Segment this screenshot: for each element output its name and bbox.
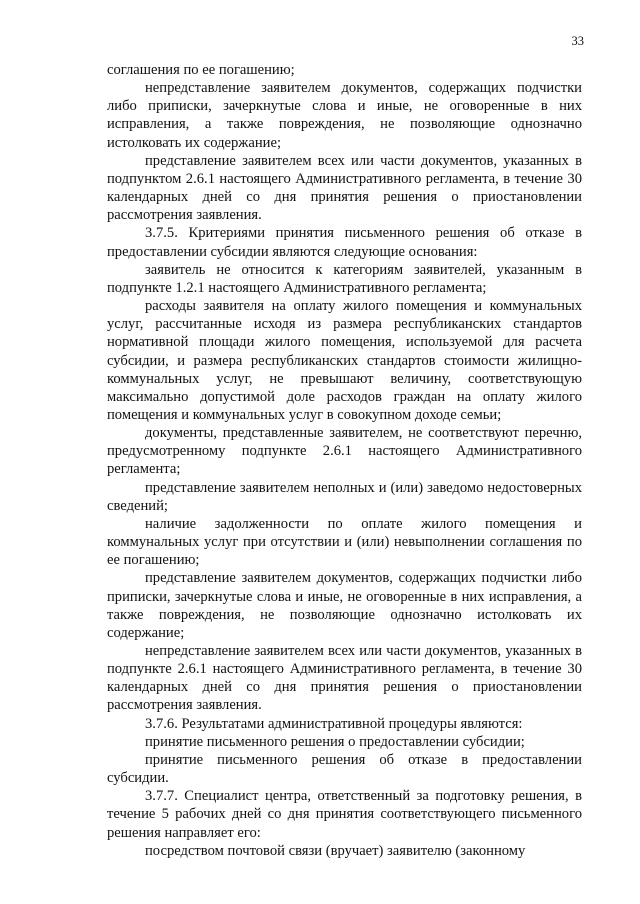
paragraph: непредставление заявителем всех или части документов, указанных в подпункте 2.6.1 настоящего Административного регламента, в течение 30 календарных дней со дня принятия решения о приостановлении рассмотрения заявления. [107,643,582,714]
paragraph: 3.7.7. Специалист центра, ответственный за подготовку решения, в течение 5 рабочих дней со дня принятия соответствующего письменного решения направляет его: [107,788,582,841]
page-number: 33 [571,34,584,48]
paragraph: 3.7.6. Результатами административной процедуры являются: [145,715,523,732]
document-body [107,61,582,860]
paragraph: представление заявителем неполных и (или) заведомо недостоверных сведений; [107,479,582,514]
paragraph: посредством почтовой связи (вручает) заявителю (законному [145,842,526,859]
paragraph: 3.7.5. Критериями принятия письменного решения об отказе в предоставлении субсидии являются следующие основания: [107,225,582,260]
paragraph: заявитель не относится к категориям заявителей, указанным в подпункте 1.2.1 настоящего Административного регламента; [107,261,582,296]
paragraph: представление заявителем документов, содержащих подчистки либо приписки, зачеркнутые слова и иные, не оговоренные в них исправления, а также повреждения, не позволяющие однозначно истолковать их содержание; [107,570,582,641]
paragraph: представление заявителем всех или части документов, указанных в подпунктом 2.6.1 настоящего Административного регламента, в течение 30 календарных дней со дня принятия решения о приостановлении рассмотрения заявления. [107,152,582,224]
paragraph: расходы заявителя на оплату жилого помещения и коммунальных услуг, рассчитанные исходя из размера республиканских стандартов нормативной площади жилого помещения, используемой для расчета субсидии, и размера республиканских стандартов стоимости жилищно-коммунальных услуг, не превышают величину, соответствующую максимально допустимой доле расходов граждан на оплату жилого помещения и коммунальных услуг в совокупном доходе семьи; [107,298,582,423]
paragraph: документы, представленные заявителем, не соответствуют перечню, предусмотренному подпункте 2.6.1 настоящего Административного регламента; [107,425,582,478]
paragraph: непредставление заявителем документов, содержащих подчистки либо приписки, зачеркнутые слова и иные, не оговоренные в них исправления, а также повреждения, не позволяющие однозначно истолковать их содержание; [107,80,582,151]
paragraph: наличие задолженности по оплате жилого помещения и коммунальных услуг при отсутствии и (или) невыполнении соглашения по ее погашению; [107,515,582,569]
paragraph: соглашения по ее погашению; [107,62,295,78]
paragraph: принятие письменного решения об отказе в предоставлении субсидии. [107,751,582,787]
paragraph: принятие письменного решения о предоставлении субсидии; [145,733,525,750]
